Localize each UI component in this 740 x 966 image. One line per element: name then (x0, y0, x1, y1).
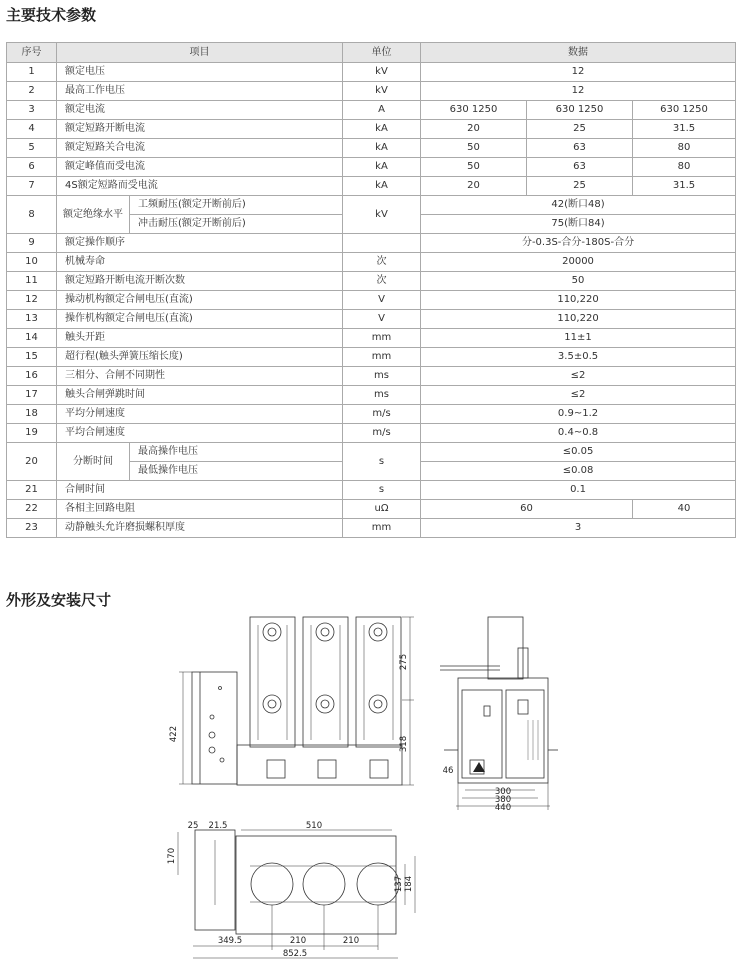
header-unit: 单位 (343, 43, 421, 63)
row-subitem: 工频耐压(额定开断前后) (130, 196, 343, 215)
row-unit: m/s (343, 405, 421, 424)
header-data: 数据 (421, 43, 736, 63)
dim-label: 210 (342, 936, 360, 946)
row-subitem: 最高操作电压 (130, 443, 343, 462)
row-unit: kA (343, 120, 421, 139)
row-unit: 次 (343, 253, 421, 272)
spec-heading: 主要技术参数 (6, 6, 97, 24)
row-subitem: 最低操作电压 (130, 462, 343, 481)
row-no: 5 (7, 139, 57, 158)
row-unit: mm (343, 329, 421, 348)
row-value-3: 31.5 (633, 177, 736, 196)
row-item: 额定短路开断电流开断次数 (57, 272, 343, 291)
row-item: 4S额定短路而受电流 (57, 177, 343, 196)
row-unit: uΩ (343, 500, 421, 519)
row-value: 0.9~1.2 (421, 405, 736, 424)
row-subitem: 冲击耐压(额定开断前后) (130, 215, 343, 234)
row-item: 动静触头允许磨损螺积厚度 (57, 519, 343, 538)
row-unit: ms (343, 386, 421, 405)
row-unit: mm (343, 519, 421, 538)
row-unit: kV (343, 82, 421, 101)
row-no: 12 (7, 291, 57, 310)
row-no: 20 (7, 443, 57, 481)
row-unit: kA (343, 158, 421, 177)
row-item: 额定操作顺序 (57, 234, 343, 253)
row-value: 12 (421, 63, 736, 82)
row-unit: kV (343, 63, 421, 82)
row-no: 17 (7, 386, 57, 405)
row-no: 13 (7, 310, 57, 329)
row-no: 3 (7, 101, 57, 120)
row-unit: kA (343, 139, 421, 158)
row-no: 22 (7, 500, 57, 519)
row-value-3: 31.5 (633, 120, 736, 139)
row-value-3: 630 1250 (633, 101, 736, 120)
dim-label: 137 (394, 875, 404, 893)
row-no: 7 (7, 177, 57, 196)
dim-label: 46 (442, 766, 454, 776)
row-value: 分-0.3S-合分-180S-合分 (421, 234, 736, 253)
row-item: 额定电压 (57, 63, 343, 82)
row-unit: kA (343, 177, 421, 196)
front-view (179, 617, 414, 785)
row-value: 75(断口84) (421, 215, 736, 234)
row-value-2: 40 (633, 500, 736, 519)
dim-label: 349.5 (217, 936, 243, 946)
row-group: 额定绝缘水平 (57, 196, 130, 234)
row-unit: ms (343, 367, 421, 386)
row-unit: V (343, 310, 421, 329)
side-view (440, 617, 558, 810)
row-value: 110,220 (421, 291, 736, 310)
row-group: 分断时间 (57, 443, 130, 481)
row-value-1: 50 (421, 158, 527, 177)
row-unit: m/s (343, 424, 421, 443)
row-no: 16 (7, 367, 57, 386)
row-value: 42(断口48) (421, 196, 736, 215)
dim-label: 21.5 (208, 821, 228, 831)
row-value: ≤0.08 (421, 462, 736, 481)
row-item: 各相主回路电阻 (57, 500, 343, 519)
row-item: 触头合闸弹跳时间 (57, 386, 343, 405)
dim-label: 510 (305, 821, 323, 831)
dim-label: 184 (404, 875, 414, 893)
row-unit: s (343, 481, 421, 500)
row-no: 6 (7, 158, 57, 177)
row-no: 21 (7, 481, 57, 500)
row-no: 15 (7, 348, 57, 367)
row-value-2: 63 (527, 139, 633, 158)
row-value-1: 630 1250 (421, 101, 527, 120)
row-item: 机械寿命 (57, 253, 343, 272)
row-item: 触头开距 (57, 329, 343, 348)
dim-label: 25 (187, 821, 199, 831)
row-unit: V (343, 291, 421, 310)
row-no: 18 (7, 405, 57, 424)
row-value-1: 50 (421, 139, 527, 158)
row-value-2: 630 1250 (527, 101, 633, 120)
row-no: 10 (7, 253, 57, 272)
dimension-heading: 外形及安装尺寸 (6, 591, 112, 609)
dim-label: 380 (494, 795, 512, 805)
dim-label: 422 (169, 725, 179, 743)
row-no: 19 (7, 424, 57, 443)
row-unit: kV (343, 196, 421, 234)
row-item: 额定短路关合电流 (57, 139, 343, 158)
row-unit: s (343, 443, 421, 481)
row-item: 平均合闸速度 (57, 424, 343, 443)
row-no: 8 (7, 196, 57, 234)
header-item: 项目 (57, 43, 343, 63)
row-item: 最高工作电压 (57, 82, 343, 101)
row-no: 1 (7, 63, 57, 82)
row-no: 9 (7, 234, 57, 253)
row-item: 超行程(触头弹簧压缩长度) (57, 348, 343, 367)
dim-label: 210 (289, 936, 307, 946)
row-value: 50 (421, 272, 736, 291)
row-value-3: 80 (633, 158, 736, 177)
dim-label: 852.5 (282, 949, 308, 959)
dim-label: 300 (494, 787, 512, 797)
row-value-3: 80 (633, 139, 736, 158)
dim-label: 318 (399, 735, 409, 753)
row-item: 操作机构额定合闸电压(直流) (57, 310, 343, 329)
row-unit: mm (343, 348, 421, 367)
row-value: 20000 (421, 253, 736, 272)
row-value: 110,220 (421, 310, 736, 329)
row-value: ≤2 (421, 386, 736, 405)
row-value-1: 20 (421, 120, 527, 139)
row-value-1: 60 (421, 500, 633, 519)
row-value: 0.4~0.8 (421, 424, 736, 443)
row-item: 操动机构额定合闸电压(直流) (57, 291, 343, 310)
header-no: 序号 (7, 43, 57, 63)
row-no: 14 (7, 329, 57, 348)
row-value-1: 20 (421, 177, 527, 196)
row-unit: 次 (343, 272, 421, 291)
row-value: ≤2 (421, 367, 736, 386)
row-value-2: 25 (527, 177, 633, 196)
row-value-2: 63 (527, 158, 633, 177)
row-item: 额定短路开断电流 (57, 120, 343, 139)
row-no: 11 (7, 272, 57, 291)
row-value: 3 (421, 519, 736, 538)
row-value: 12 (421, 82, 736, 101)
row-no: 2 (7, 82, 57, 101)
dim-label: 170 (167, 847, 177, 865)
row-no: 23 (7, 519, 57, 538)
row-value: ≤0.05 (421, 443, 736, 462)
row-value: 11±1 (421, 329, 736, 348)
row-item: 额定峰值而受电流 (57, 158, 343, 177)
row-value-2: 25 (527, 120, 633, 139)
row-no: 4 (7, 120, 57, 139)
warning-icon (473, 762, 485, 772)
row-item: 额定电流 (57, 101, 343, 120)
row-value: 0.1 (421, 481, 736, 500)
dim-label: 275 (399, 653, 409, 671)
row-value: 3.5±0.5 (421, 348, 736, 367)
dim-label: 440 (494, 803, 512, 813)
row-item: 平均分闸速度 (57, 405, 343, 424)
row-unit: A (343, 101, 421, 120)
row-item: 合闸时间 (57, 481, 343, 500)
row-item: 三相分、合闸不同期性 (57, 367, 343, 386)
